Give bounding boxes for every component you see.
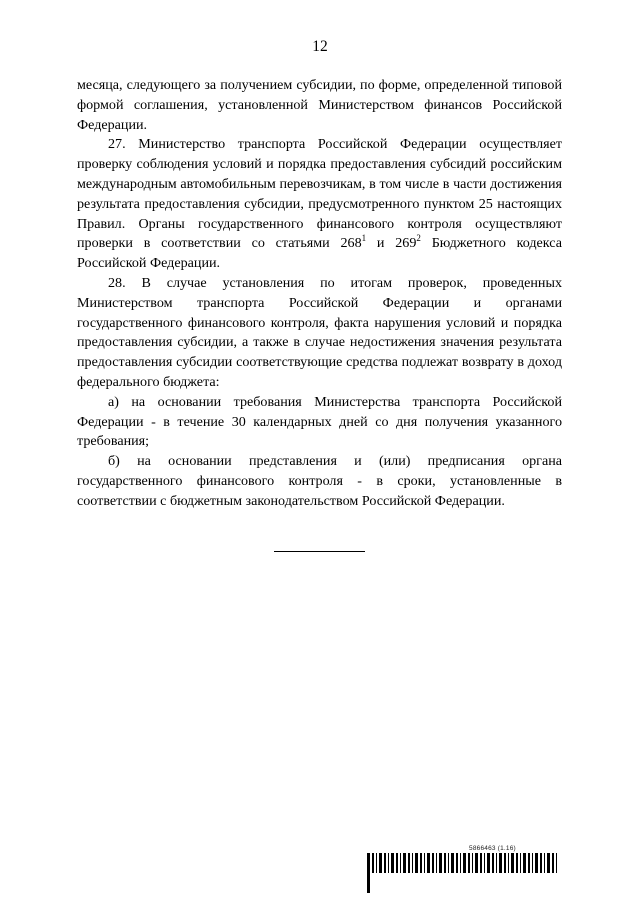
document-code: 5866463 (1.16)	[469, 845, 516, 852]
barcode-bar	[367, 853, 370, 873]
page-number: 12	[312, 38, 328, 55]
barcode-bar	[372, 853, 374, 873]
barcode-bar	[448, 853, 449, 873]
barcode-bar	[535, 853, 538, 873]
barcode-bar	[427, 853, 430, 873]
barcode-bar	[532, 853, 533, 873]
barcode-bar	[376, 853, 377, 873]
barcode-bar	[396, 853, 398, 873]
barcode-bar	[412, 853, 413, 873]
barcode-bar	[547, 853, 550, 873]
barcode-bar	[523, 853, 526, 873]
barcode-bar	[444, 853, 446, 873]
barcode-bar	[403, 853, 406, 873]
barcode-bar	[400, 853, 401, 873]
barcode-bar	[552, 853, 554, 873]
barcode-bar	[504, 853, 506, 873]
barcode-bar	[496, 853, 497, 873]
barcode-bar	[487, 853, 490, 873]
barcode-bar	[484, 853, 485, 873]
barcode-bar	[379, 853, 382, 873]
barcode-bar	[475, 853, 478, 873]
barcode-bar	[516, 853, 518, 873]
barcode-bar	[540, 853, 542, 873]
barcode-bar	[384, 853, 386, 873]
paragraph-continuation: месяца, следующего за получением субсидии, по форме, определенной типовой формой соглашения, установленной Министерством финансов Российской Федерации.	[77, 77, 562, 133]
barcode-bar	[492, 853, 494, 873]
barcode-bar	[463, 853, 466, 873]
barcode-bar	[528, 853, 530, 873]
barcode-bar	[451, 853, 454, 873]
paragraph-27-text-3: Бюджетного кодекса Российской Федерации.	[77, 235, 562, 272]
paragraph-28-a: а) на основании требования Министерства транспорта Российской Федерации - в течение 30 календарных дней со дня получения указанного требования;	[77, 393, 562, 450]
paragraph-28-b: б) на основании представления и (или) предписания органа государственного финансового контроля - в сроки, установленные в соответствии с бюджетным законодательством Российской Федерации.	[77, 453, 562, 509]
barcode-bar	[439, 853, 442, 873]
barcode-bar	[480, 853, 482, 873]
barcode-bar	[472, 853, 473, 873]
barcode-bar	[420, 853, 422, 873]
barcode-bar	[499, 853, 502, 873]
paragraph-27-text-2: и 269	[366, 235, 417, 252]
end-separator-line	[274, 551, 365, 552]
barcode-bar	[468, 853, 470, 873]
barcode-bar	[424, 853, 425, 873]
paragraph-28: 28. В случае установления по итогам проверок, проведенных Министерством транспорта Российской Федерации и органами государственного финансового контроля, факта нарушения условий и порядка предоставления субсидии, а также в случае недостижения значения результата предоставления субсидии соответствующие средства подлежат возврату в доход федерального бюджета:	[77, 274, 562, 390]
barcode-bar	[436, 853, 437, 873]
footnote-mark-269: 2	[416, 233, 421, 244]
barcode-bar	[456, 853, 458, 873]
barcode-bar	[367, 873, 370, 893]
barcode-bar	[415, 853, 418, 873]
document-body	[77, 76, 562, 512]
barcode-bar	[544, 853, 545, 873]
barcode-bar	[391, 853, 394, 873]
barcode-bar	[520, 853, 521, 873]
barcode-bar	[388, 853, 389, 873]
barcode-bar	[556, 853, 557, 873]
barcode	[367, 853, 562, 873]
paragraph-27	[77, 135, 562, 274]
paragraph-27-text: 27. Министерство транспорта Российской Федерации осуществляет проверку соблюдения условий и порядка предоставления субсидий российским международным автомобильным перевозчикам, в том числе в части достижения результата предоставления субсидии, предусмотренного пунктом 25 настоящих Правил. Органы государственного финансового контроля осуществляют проверки в соответствии со статьями 268	[77, 136, 562, 252]
footnote-mark-268: 1	[361, 233, 367, 244]
barcode-bar	[511, 853, 514, 873]
barcode-bar	[508, 853, 509, 873]
barcode-bar	[408, 853, 410, 873]
barcode-bar	[460, 853, 461, 873]
barcode-bar	[432, 853, 434, 873]
